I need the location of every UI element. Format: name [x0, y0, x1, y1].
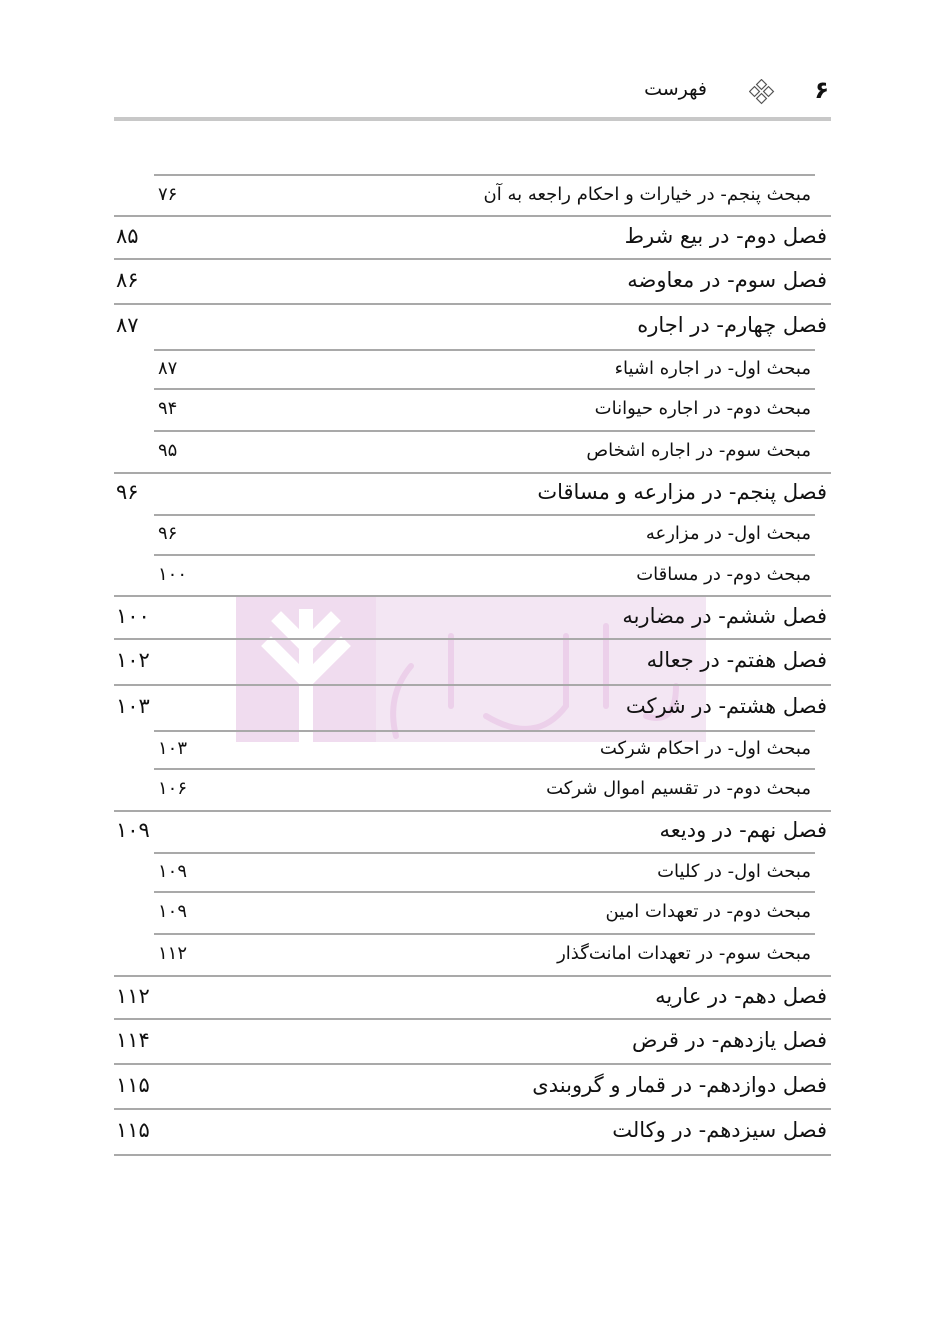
toc-entry-title: فصل ششم- در مضاربه [622, 604, 827, 628]
toc-page-number: ۹۶ [158, 523, 178, 544]
toc-page-number: ۱۱۲ [158, 943, 188, 964]
toc-page-number: ۱۱۵ [116, 1118, 150, 1142]
row-divider [114, 1154, 831, 1156]
toc-entry-title: مبحث دوم- در تقسیم اموال شرکت [546, 778, 811, 799]
toc-entry-title: فصل هفتم- در جعاله [646, 648, 827, 672]
toc-page-number: ۱۱۵ [116, 1073, 150, 1097]
page-header [114, 70, 831, 110]
toc-entry-title: فصل نهم- در ودیعه [659, 818, 827, 842]
toc-section-row[interactable] [154, 432, 815, 472]
toc-page-number: ۸۶ [116, 268, 139, 292]
toc-entry-title: مبحث اول- در مزارعه [645, 523, 811, 544]
section-title: فهرست [644, 78, 707, 100]
toc-entry-title: مبحث دوم- در مساقات [636, 564, 811, 585]
toc-chapter-row[interactable] [114, 305, 831, 349]
toc-entry-title: مبحث اول- در اجاره اشیاء [614, 358, 811, 379]
toc-page-number: ۸۷ [158, 358, 178, 379]
toc-page-number: ۱۰۳ [158, 738, 188, 759]
toc-page-number: ۸۵ [116, 224, 139, 248]
toc-entry-title: فصل دهم- در عاریه [655, 984, 827, 1008]
diamond-ornament-icon [749, 79, 775, 105]
toc-entry-title: مبحث دوم- در تعهدات امین [605, 901, 811, 922]
toc-entry-title: مبحث اول- در احکام شرکت [599, 738, 811, 759]
header-rule [114, 117, 831, 121]
toc-page-number: ۱۰۹ [116, 818, 150, 842]
toc-section-row[interactable] [154, 854, 815, 891]
toc-section-row[interactable] [154, 516, 815, 554]
toc-entry-title: فصل یازدهم- در قرض [631, 1028, 827, 1052]
toc-chapter-row[interactable] [114, 597, 831, 638]
toc-section-row[interactable] [154, 893, 815, 933]
toc-chapter-row[interactable] [114, 1110, 831, 1154]
toc-chapter-row[interactable] [114, 1065, 831, 1108]
toc-page-number: ۱۱۴ [116, 1028, 150, 1052]
toc-chapter-row[interactable] [114, 474, 831, 514]
toc-chapter-row[interactable] [114, 217, 831, 258]
toc-section-row[interactable] [154, 935, 815, 975]
toc-page-number: ۱۰۳ [116, 694, 150, 718]
toc-section-row[interactable] [154, 351, 815, 388]
toc-entry-title: مبحث اول- در کلیات [657, 861, 811, 882]
toc-chapter-row[interactable] [114, 686, 831, 730]
toc-page-number: ۱۰۰ [116, 604, 150, 628]
toc-chapter-row[interactable] [114, 812, 831, 852]
toc-page-number: ۸۷ [116, 313, 139, 337]
toc-entry-title: مبحث پنجم- در خیارات و احکام راجعه به آن [483, 184, 811, 205]
toc-section-row[interactable] [154, 390, 815, 430]
toc-entry-title: فصل دوازدهم- در قمار و گروبندی [532, 1073, 827, 1097]
toc-section-row[interactable] [154, 176, 815, 215]
toc-page-number: ۱۰۶ [158, 778, 188, 799]
toc-entry-title: مبحث سوم- در اجاره اشخاص [586, 440, 811, 461]
toc-chapter-row[interactable] [114, 977, 831, 1018]
toc-section-row[interactable] [154, 770, 815, 810]
toc-page-number: ۹۵ [158, 440, 178, 461]
toc-page-number: ۱۰۰ [158, 564, 188, 585]
toc-page-number: ۹۶ [116, 480, 139, 504]
toc-page-number: ۷۶ [158, 184, 178, 205]
toc-page-number: ۱۰۲ [116, 648, 150, 672]
toc-entry-title: فصل سیزدهم- در وکالت [612, 1118, 827, 1142]
toc-section-row[interactable] [154, 556, 815, 595]
toc-page-number: ۱۰۹ [158, 861, 188, 882]
toc-chapter-row[interactable] [114, 1020, 831, 1063]
toc-page-number: ۱۰۹ [158, 901, 188, 922]
toc-entry-title: فصل سوم- در معاوضه [627, 268, 827, 292]
toc-entry-title: مبحث سوم- در تعهدات امانت‌گذار [557, 943, 811, 964]
toc-entry-title: فصل هشتم- در شرکت [625, 694, 827, 718]
toc-chapter-row[interactable] [114, 260, 831, 303]
toc-chapter-row[interactable] [114, 640, 831, 684]
page-number: ۶ [814, 76, 829, 104]
toc-page-number: ۹۴ [158, 398, 178, 419]
toc-entry-title: فصل چهارم- در اجاره [637, 313, 827, 337]
toc-entry-title: فصل دوم- در بیع شرط [624, 224, 827, 248]
toc-entry-title: فصل پنجم- در مزارعه و مساقات [537, 480, 827, 504]
toc-entry-title: مبحث دوم- در اجاره حیوانات [594, 398, 811, 419]
toc-page-number: ۱۱۲ [116, 984, 150, 1008]
toc-section-row[interactable] [154, 732, 815, 768]
